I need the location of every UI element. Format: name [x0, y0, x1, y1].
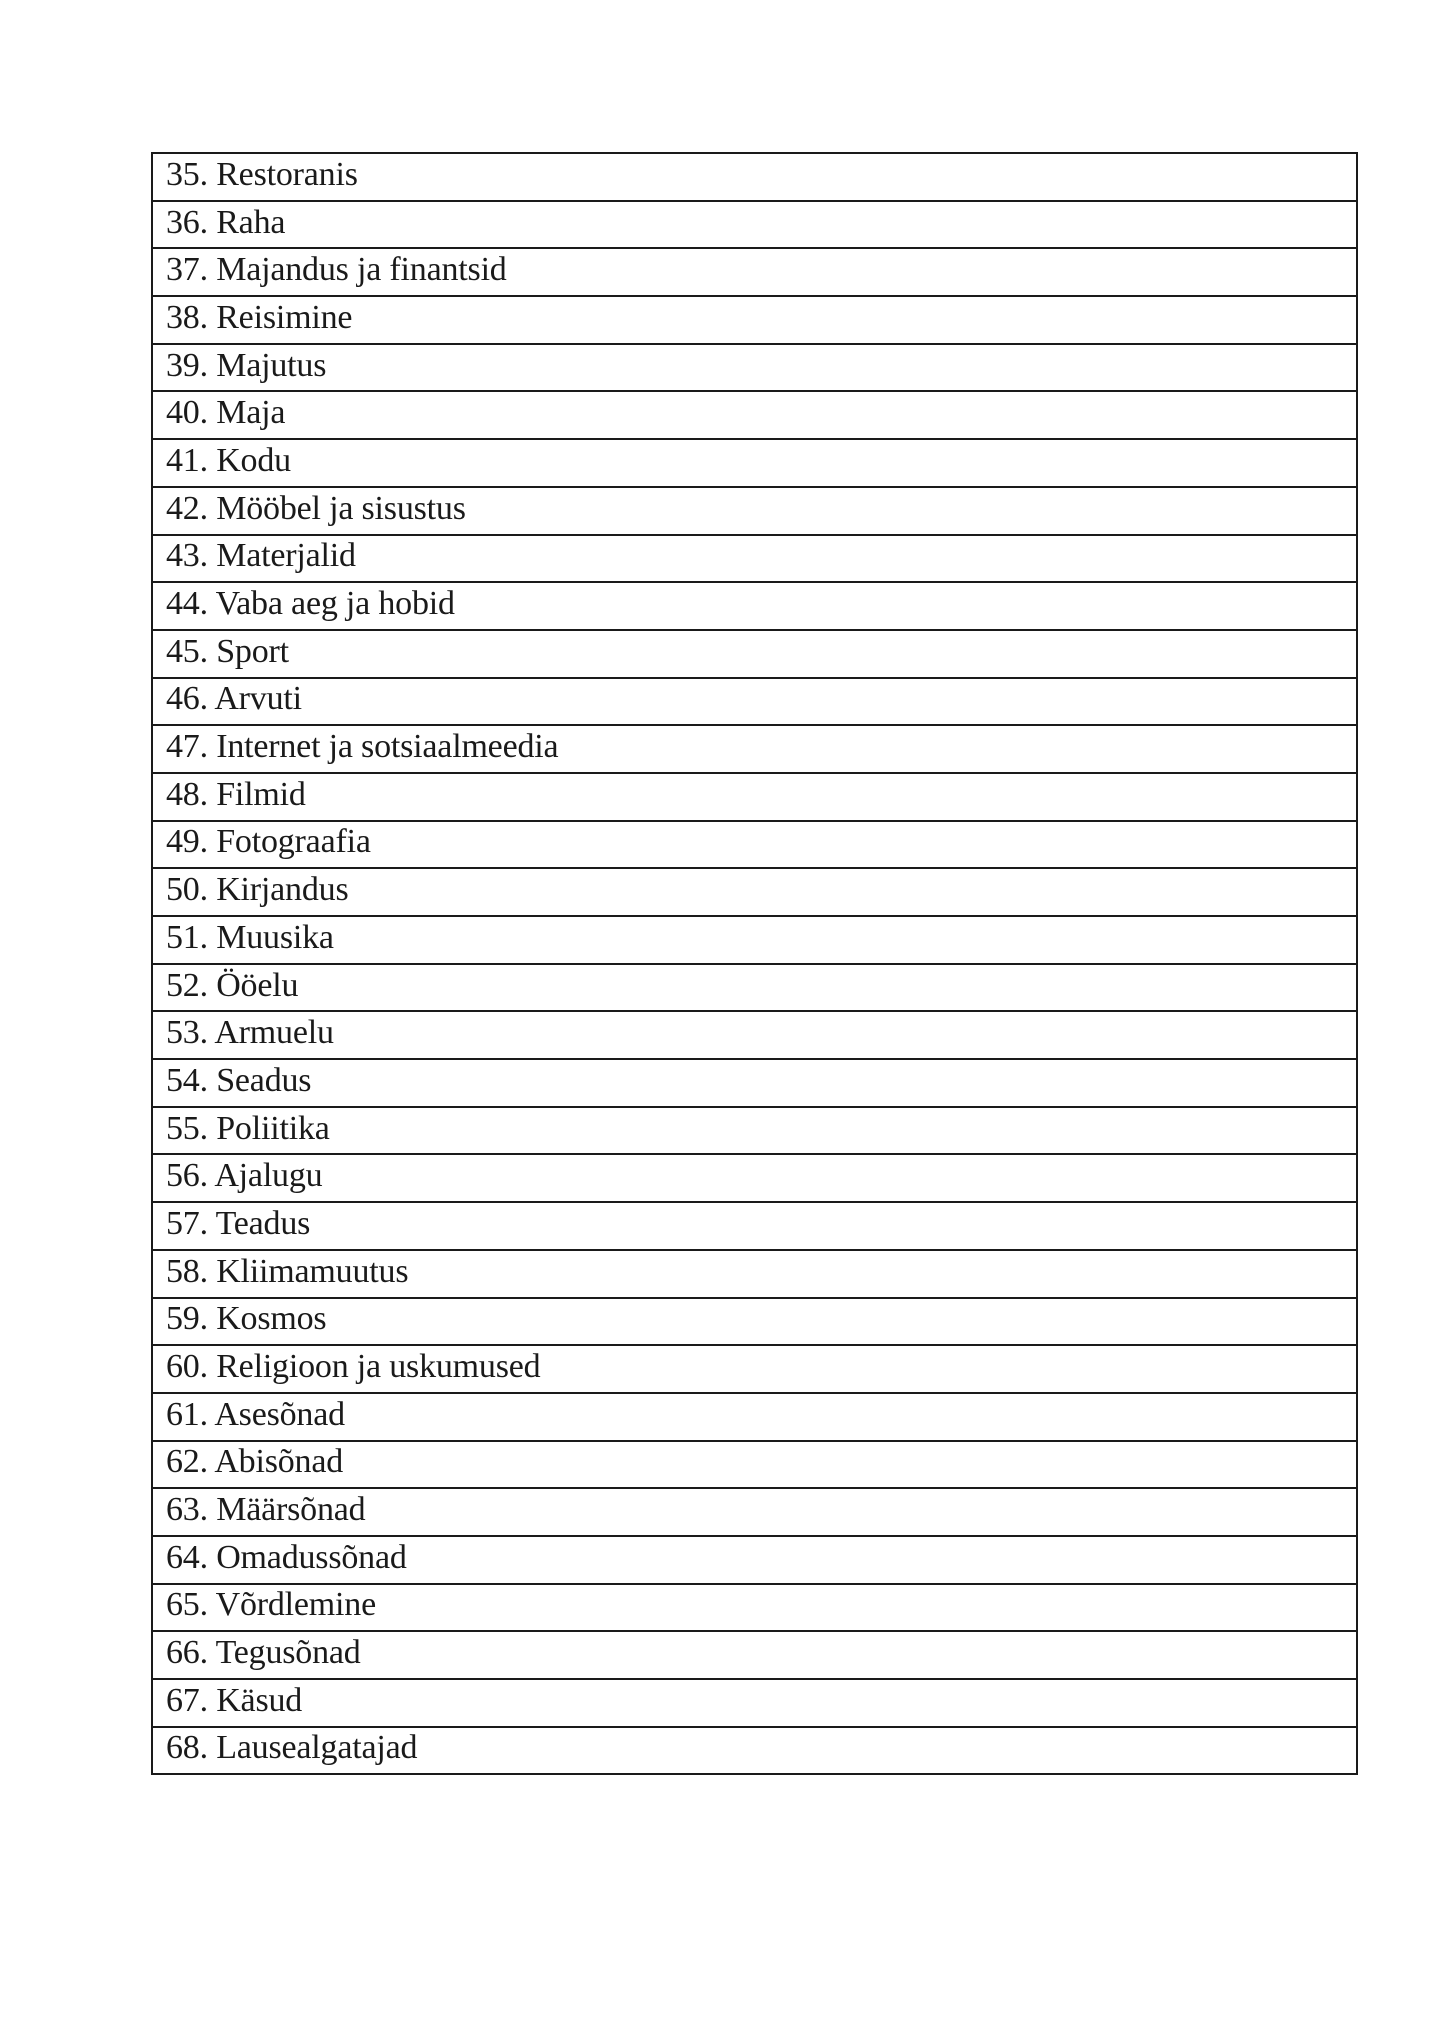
toc-row	[153, 392, 1356, 440]
toc-row	[153, 1060, 1356, 1108]
toc-row-label: 52. Ööelu	[166, 966, 299, 1004]
toc-row-label: 60. Religioon ja uskumused	[166, 1348, 541, 1386]
toc-row	[153, 1108, 1356, 1156]
toc-row-label: 66. Tegusõnad	[166, 1634, 361, 1672]
toc-row-label: 67. Käsud	[166, 1681, 303, 1719]
toc-row-label: 48. Filmid	[166, 775, 306, 813]
toc-row	[153, 774, 1356, 822]
toc-row-label: 43. Materjalid	[166, 537, 356, 575]
toc-row	[153, 1346, 1356, 1394]
toc-row	[153, 488, 1356, 536]
toc-row-label: 54. Seadus	[166, 1061, 312, 1099]
toc-row-label: 49. Fotograafia	[166, 823, 371, 861]
toc-row-label: 39. Majutus	[166, 346, 327, 384]
toc-row	[153, 440, 1356, 488]
toc-row-label: 36. Raha	[166, 203, 286, 241]
toc-row	[153, 917, 1356, 965]
toc-row-label: 62. Abisõnad	[166, 1443, 344, 1481]
toc-row-label: 64. Omadussõnad	[166, 1538, 407, 1576]
toc-row	[153, 631, 1356, 679]
toc-row	[153, 202, 1356, 250]
toc-row	[153, 1442, 1356, 1490]
toc-row-label: 55. Poliitika	[166, 1109, 330, 1147]
toc-row	[153, 1394, 1356, 1442]
toc-row-label: 68. Lausealgatajad	[166, 1729, 418, 1767]
toc-row-label: 59. Kosmos	[166, 1300, 327, 1338]
toc-row-label: 58. Kliimamuutus	[166, 1252, 409, 1290]
toc-row	[153, 726, 1356, 774]
toc-row	[153, 1203, 1356, 1251]
toc-row	[153, 154, 1356, 202]
toc-row-label: 53. Armuelu	[166, 1014, 334, 1052]
toc-row-label: 65. Võrdlemine	[166, 1586, 376, 1624]
toc-row-label: 42. Mööbel ja sisustus	[166, 489, 466, 527]
toc-row	[153, 822, 1356, 870]
toc-row	[153, 1251, 1356, 1299]
toc-row	[153, 965, 1356, 1013]
toc-row-label: 40. Maja	[166, 394, 286, 432]
toc-row-label: 46. Arvuti	[166, 680, 302, 718]
toc-row	[153, 297, 1356, 345]
toc-row	[153, 249, 1356, 297]
toc-row-label: 57. Teadus	[166, 1204, 311, 1242]
toc-row	[153, 1299, 1356, 1347]
toc-row	[153, 1489, 1356, 1537]
toc-row-label: 38. Reisimine	[166, 298, 353, 336]
toc-row-label: 44. Vaba aeg ja hobid	[166, 585, 455, 623]
toc-row-label: 45. Sport	[166, 632, 289, 670]
toc-row	[153, 583, 1356, 631]
toc-row	[153, 1537, 1356, 1585]
toc-row	[153, 1632, 1356, 1680]
toc-row-label: 63. Määrsõnad	[166, 1491, 366, 1529]
toc-row-label: 56. Ajalugu	[166, 1157, 323, 1195]
toc-table	[151, 152, 1358, 1775]
toc-row	[153, 1012, 1356, 1060]
toc-row-label: 37. Majandus ja finantsid	[166, 251, 507, 289]
toc-row-label: 41. Kodu	[166, 441, 291, 479]
toc-row	[153, 679, 1356, 727]
toc-row	[153, 345, 1356, 393]
toc-row-label: 35. Restoranis	[166, 155, 358, 193]
toc-row	[153, 1680, 1356, 1728]
toc-row	[153, 1728, 1356, 1773]
toc-row	[153, 1585, 1356, 1633]
toc-row-label: 50. Kirjandus	[166, 871, 349, 909]
toc-row	[153, 1155, 1356, 1203]
toc-row-label: 51. Muusika	[166, 918, 334, 956]
toc-row-label: 61. Asesõnad	[166, 1395, 345, 1433]
toc-row-label: 47. Internet ja sotsiaalmeedia	[166, 728, 559, 766]
toc-row	[153, 536, 1356, 584]
toc-row	[153, 869, 1356, 917]
